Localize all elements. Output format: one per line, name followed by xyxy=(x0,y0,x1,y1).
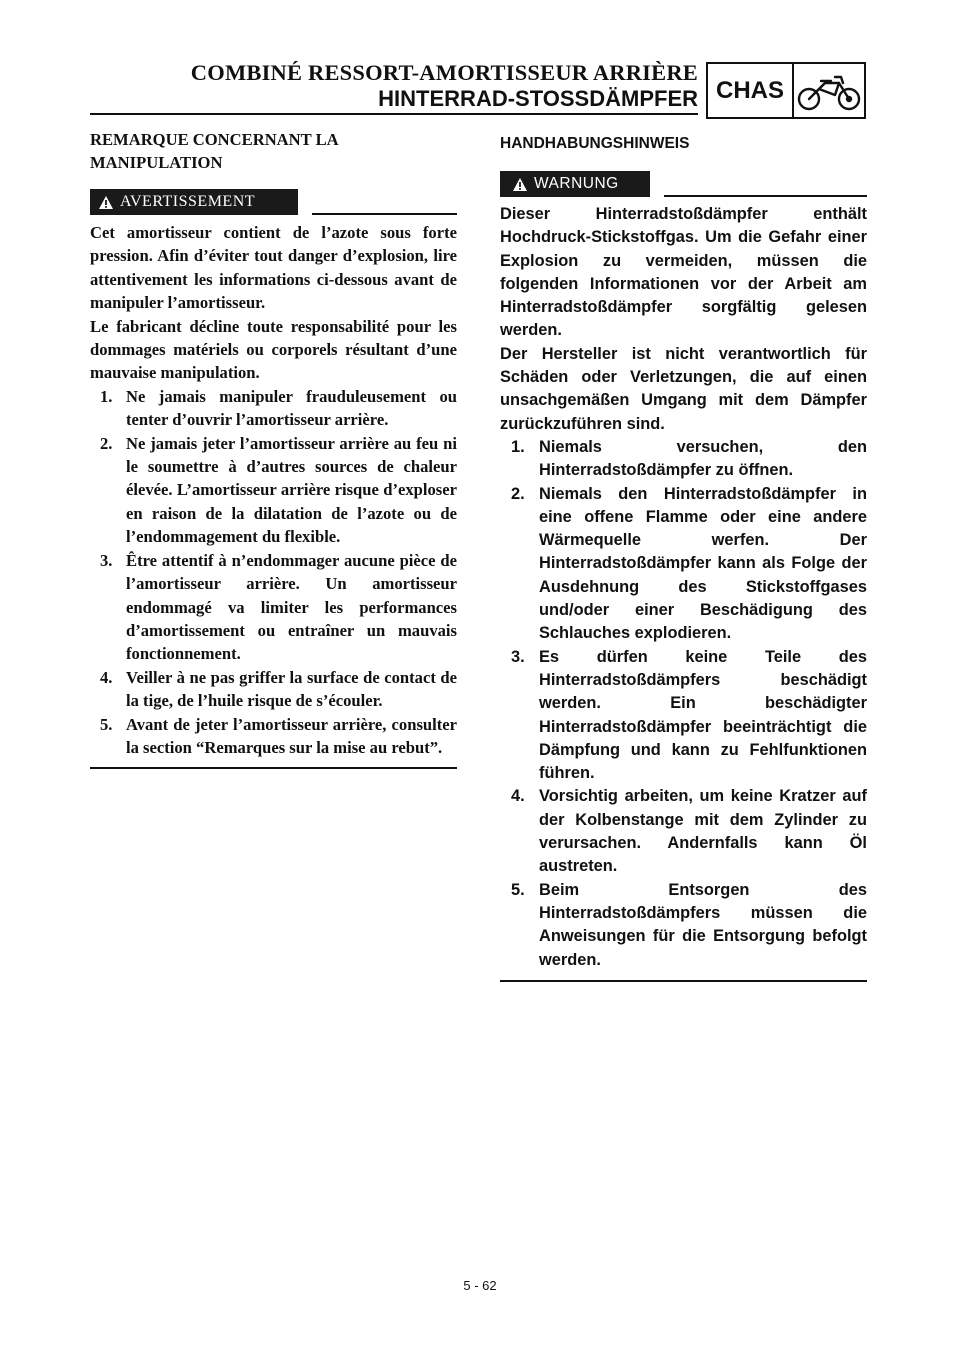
section-code: CHAS xyxy=(708,64,794,117)
list-item: 4. Veiller à ne pas griffer la surface de contact de la tige, de l’huile risque de s’écouler. xyxy=(100,667,457,711)
warning-end-rule-fr xyxy=(90,767,457,769)
list-item: 1. Ne jamais manipuler frauduleusement ou tenter d’ouvrir l’amortisseur arrière. xyxy=(100,386,457,430)
list-item: 5. Avant de jeter l’amortisseur arrière, consulter la section “Remarques sur la mise au rebut”. xyxy=(100,714,457,757)
warning-badge-de xyxy=(500,171,650,197)
warning-badge-fr xyxy=(90,189,298,215)
precaution-list-fr xyxy=(90,385,457,760)
list-item: 2. Ne jamais jeter l’amortisseur arrière au feu ni le soumettre à d’autres sources de chaleur élevée. L’amortisseur arrière risque d’exploser en raison de la dilatation de l’azote ou de l’endommagement du flexible. xyxy=(100,433,457,547)
warning-header-de xyxy=(500,171,867,197)
motorcycle-icon xyxy=(794,64,864,117)
precaution-list-de xyxy=(500,436,867,972)
warning-end-rule-de xyxy=(500,980,867,982)
german-column xyxy=(500,128,867,982)
warning-rule-fr xyxy=(312,213,457,215)
intro-paragraph-fr: Cet amortisseur contient de l’azote sous forte pression. Afin d’éviter tout danger d’explosion, lire attentivement les informations ci-dessous avant de manipuler l’amortisseur. xyxy=(90,223,457,313)
warning-label-de: WARNUNG xyxy=(534,175,619,193)
intro-paragraph-de: Dieser Hinterradstoßdämpfer enthält Hochdruck-Stickstoffgas. Um die Gefahr einer Explosion zu vermeiden, müssen die folgenden Informationen vor der Arbeit am Hinterradstoßdämpfer sorgfältig gelesen werden. xyxy=(500,205,867,340)
intro-paragraph-de: Der Hersteller ist nicht verantwortlich für Schäden oder Verletzungen, die auf einen unsachgemäßen Umgang mit dem Dämpfer zurückzuführen sind. xyxy=(500,344,867,433)
list-item: 3. Être attentif à n’endommager aucune pièce de l’amortisseur arrière. Un amortisseur endommagé va limiter les performances d’amortissement ou entraîner un mauvais fonctionnement. xyxy=(100,550,457,664)
list-item: 5. Beim Entsorgen des Hinterradstoßdämpfers müssen die Anweisungen für die Entsorgung befolgt werden. xyxy=(511,880,867,969)
list-item: 2. Niemals den Hinterradstoßdämpfer in eine offene Flamme oder eine andere Wärmequelle werfen. Der Hinterradstoßdämpfer kann als Folge der Ausdehnung des Stickstoffgases und/oder einer Beschädigung des Schlauches explodieren. xyxy=(511,484,867,643)
warning-label-fr: AVERTISSEMENT xyxy=(120,193,256,211)
warning-header-fr xyxy=(90,189,457,215)
warning-icon xyxy=(512,177,528,192)
section-badge xyxy=(706,62,866,119)
list-item: 3. Es dürfen keine Teile des Hinterradstoßdämpfers beschädigt werden. Ein beschädigter Hinterradstoßdämpfer beeinträchtigt die Dämpfung und kann zu Fehlfunktionen führen. xyxy=(511,647,867,783)
list-item: 4. Vorsichtig arbeiten, um keine Kratzer auf der Kolbenstange mit dem Zylinder zu verursachen. Andernfalls kann Öl austreten. xyxy=(511,787,867,876)
warning-rule-de xyxy=(664,195,867,197)
list-item: 1. Niemals versuchen, den Hinterradstoßdämpfer zu öffnen. xyxy=(511,437,867,480)
header-title-french: COMBINÉ RESSORT-AMORTISSEUR ARRIÈRE xyxy=(190,60,698,85)
header-title-german: HINTERRAD-STOSSDÄMPFER xyxy=(378,86,698,111)
french-column xyxy=(90,128,457,769)
page-number: 5 - 62 xyxy=(463,1278,497,1293)
intro-paragraph-fr: Le fabricant décline toute responsabilité pour les dommages matériels ou corporels résultant d’une mauvaise manipulation. xyxy=(90,316,457,383)
section-heading-fr: REMARQUE CONCERNANT LA MANIPULATION xyxy=(90,130,338,172)
warning-icon xyxy=(98,195,114,210)
section-heading-de: HANDHABUNGSHINWEIS xyxy=(500,135,690,152)
header-rule xyxy=(90,113,698,115)
